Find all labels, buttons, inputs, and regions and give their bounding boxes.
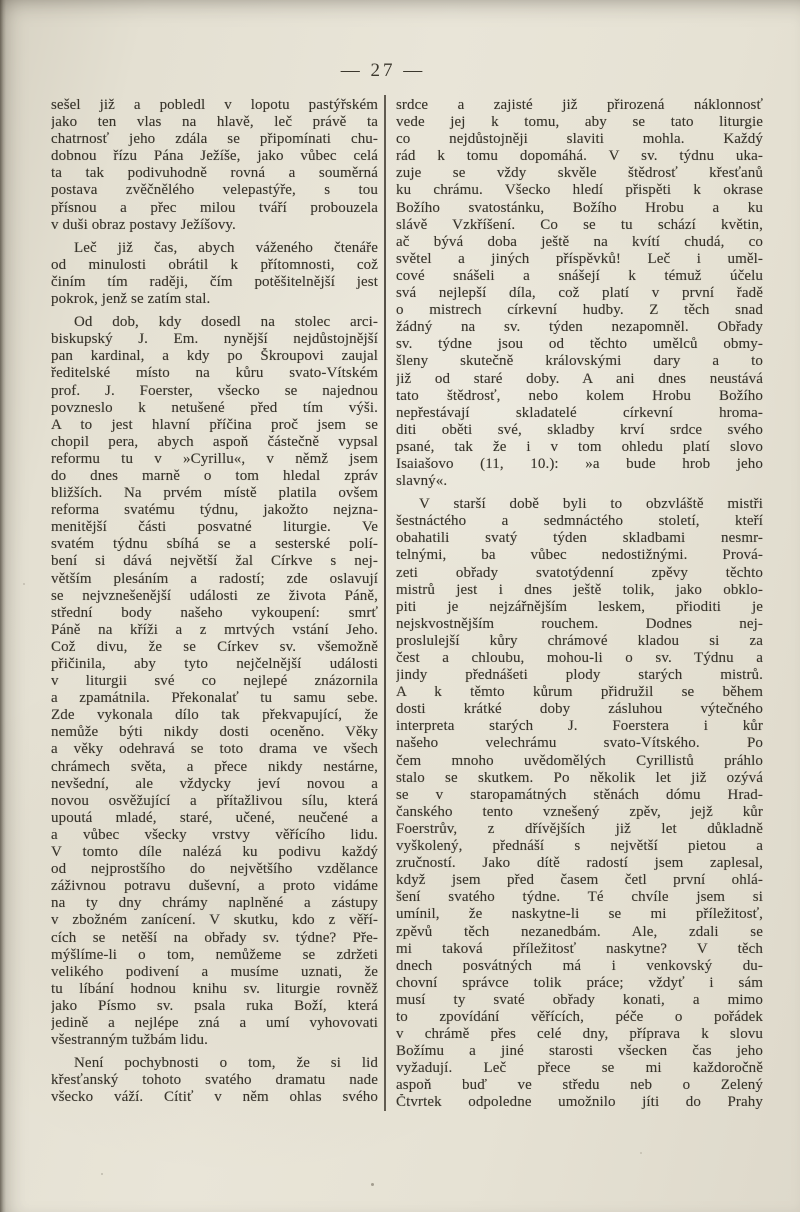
text-line: šení svatého týdne. Té chvíle jsem si (396, 889, 763, 906)
text-line: aspoň buď ve středu neb o Zelený (396, 1077, 763, 1094)
text-line: vede jej k tomu, aby se tato liturgie (396, 114, 763, 131)
text-line: novou osvěžující a přítažlivou sílu, která (51, 792, 378, 809)
text-line: jindy přednášeti plody starých mistrů. (396, 667, 763, 684)
paragraph (51, 1055, 378, 1106)
text-line: zeti obřady svatotýdenní zpěvy těchto (396, 564, 763, 581)
text-line: sv. týdne jsou od těchto umělců obmy- (396, 336, 763, 353)
text-line: Božímu a jiné starosti všecken čas jeho (396, 1043, 763, 1060)
text-line: rád k tomu dopomáhá. V sv. týdnu uka- (396, 148, 763, 165)
text-line: pan kardinal, a kdy po Škroupovi zaujal (51, 348, 378, 365)
text-line: zpěvů těch nezanedbám. Ale, zdali se (396, 923, 763, 940)
text-line: bližších. Na prvém místě platila ovšem (51, 485, 378, 502)
text-line: pokrok, jenž se zatím stal. (51, 291, 211, 308)
text-line: přičinila, aby tyto nejčelnější události (51, 656, 378, 672)
text-line: povzneslo k netušené před tím výši. (51, 399, 378, 416)
text-line: prof. J. Foerster, všecko se najednou (51, 382, 378, 399)
text-line: zručností. Jako dítě radostí jsem zaplesal, (396, 855, 763, 872)
text-line: interpreta starých J. Foerstera i kůr (396, 718, 763, 735)
text-line: tato štědrosť, nebo kolem Hrobu Božího (396, 387, 763, 404)
text-line: našeho velechrámu svato-Vítského. Po (396, 735, 763, 752)
text-line: dnech posvátných má i venkovský du- (396, 957, 763, 974)
text-line: nevšední, ale vždycky jeví novou a (51, 775, 378, 792)
text-line: postava zvěčnělého velepastýře, s tou (51, 182, 378, 199)
text-line: všecko váží. Cítiť v něm ohlas svého (51, 1089, 378, 1106)
text-line: srdce a zajisté již přirozená náklonnosť (396, 97, 763, 113)
text-line: od nejprostšího do největšího vzdělance (51, 861, 378, 878)
text-line: nemůže býti nikdy dosti oceněno. Věky (51, 724, 378, 741)
text-line: na ty dny chrámy naplněné a zástupy (51, 895, 378, 912)
text-line: slavný«. (396, 473, 448, 490)
text-line: piti je nejzářnějším leskem, přioditi je (396, 598, 763, 615)
text-line: větším plesáním a radostí; zde oslavují (51, 570, 378, 587)
text-line: telnými, ba vůbec nedostižnými. Prová- (396, 547, 763, 564)
text-line: chovní správce tolik práce; vždyť i sám (396, 974, 763, 991)
text-line: záživnou potravu duševní, a proto vidáme (51, 878, 378, 895)
text-line: upoutá mladé, staré, učené, neučené a (51, 809, 378, 826)
text-line: v liturgii své co nejlepé znázornila (51, 673, 378, 690)
text-line: střední body našeho vykoupení: smrť (51, 604, 378, 621)
text-line: mistrů jest i dnes ještě tolik, jako obklo- (396, 581, 763, 598)
text-line: A to jest hlavní příčina proč jsem se (51, 416, 378, 433)
text-line: a zpamátnila. Překonalať tu samu sebe. (51, 690, 378, 707)
text-line: ku chrámu. Všecko hledí přispěti k okrase (396, 182, 763, 199)
text-line: A k těmto kůrum přidružil se během (396, 684, 763, 701)
text-line: a vůbec všecky vrstvy věřícího lidu. (51, 826, 378, 843)
text-line: proslulejší kůry chrámové kladou si za (396, 632, 763, 649)
scan-speck (23, 583, 25, 585)
text-line: biskupský J. Em. nynější nejdůstojnější (51, 331, 378, 348)
text-line: vyžadují. Leč přece se mi každoročně (396, 1060, 763, 1077)
text-line: svatém týdnu sbíhá se a sesterské polí- (51, 536, 378, 553)
text-line: Páně na kříži a z mrtvých vstání Jeho. (51, 621, 378, 638)
text-line: v zbožném zanícení. V skutku, kdo z věří- (51, 912, 378, 929)
text-line: dobnou řízu Pána Ježíše, jako vůbec celá (51, 148, 378, 165)
text-line: reformu tu v »Cyrillu«, v němž jsem (51, 450, 378, 467)
text-line: se v staropamátných stěnách dómu Hrad- (396, 786, 763, 803)
text-line: jedině a nejlépe zná a umí vyhovovati (51, 1014, 378, 1031)
text-line: Leč již čas, abych váženého čtenáře (74, 239, 378, 256)
text-line: Od dob, kdy dosedl na stolec arci- (74, 314, 378, 331)
text-line: sešel již a pobledl v lopotu pastýřském (51, 97, 378, 113)
paragraph (396, 97, 763, 490)
text-line: ta tak podivuhodně rovná a souměrná (51, 165, 378, 182)
scan-speck (101, 1173, 103, 1175)
scan-speck (640, 1152, 642, 1154)
text-line: jako Písmo sv. psala ruka Boží, která (51, 997, 378, 1014)
text-line: Zde vykonala dílo tak překvapující, že (51, 707, 378, 724)
text-line: mi taková příležitosť naskytne? V těch (396, 940, 763, 957)
text-line: Což divu, že se Církev sv. všemožně (51, 638, 378, 655)
text-line: cové snášeli a snášejí k témuž účelu (396, 267, 763, 284)
text-line: v duši obraz postavy Ježíšovy. (51, 216, 236, 233)
scan-speck (371, 1183, 374, 1186)
text-line: činím tím raději, čím potěšitelnější jest (51, 273, 378, 290)
text-line: chatrnosť jeho zdála se připomínati chu- (51, 131, 378, 148)
text-line: chopil pera, abych aspoň částečně vypsal (51, 433, 378, 450)
text-line: tu líbání hodnou knihu sv. liturgie rovněž (51, 980, 378, 997)
text-line: umínil, že naskytne-li se mi příležitosť, (396, 906, 763, 923)
text-line: nepřestávají skladatelé církevní hroma- (396, 404, 763, 421)
text-line: ředitelské místo na kůru svato-Vítském (51, 365, 378, 382)
text-line: přísnou a přec milou tváří probouzela (51, 199, 378, 216)
text-line: menitější části posvatné liturgie. Ve (51, 519, 378, 536)
text-line: Foerstrův, z dřívějších již let důkladně (396, 820, 763, 837)
text-line: svá nejlepší díla, což platí v první řadě (396, 285, 763, 302)
page-number: — 27 — (340, 60, 426, 81)
paragraph (51, 240, 378, 308)
scan-edge-shadow (0, 0, 6, 1212)
text-line: světel a jiných příspěvků! Leč i uměl- (396, 250, 763, 267)
text-line: to zpovídání věřících, péče o pořádek (396, 1008, 763, 1025)
text-line: obahatili svatý týden skladbami nesmr- (396, 530, 763, 547)
text-line: cích se netěší na obřady sv. týdne? Pře- (51, 929, 378, 946)
text-line: stalo se skutkem. Po několik let již ozývá (396, 769, 763, 786)
text-line: šestnáctého a sedmnáctého století, kteří (396, 513, 763, 530)
text-line: již od staré doby. A ani dnes neustává (396, 370, 763, 387)
text-line: V tomto díle nalézá ku podivu každý (51, 844, 378, 861)
text-line: šleny skutečně královskými dary a to (396, 353, 763, 370)
text-line: o mistrech církevní hudby. Z těch snad (396, 302, 763, 319)
text-line: slávě Vzkříšení. Co se tu schází květin, (396, 216, 763, 233)
text-line: čest a chloubu, mohou-li o sv. Týdnu a (396, 650, 763, 666)
paragraph (51, 314, 378, 1049)
text-line: Božího svatostánku, Božího Hrobu a ku (396, 199, 763, 216)
text-line: křesťanský tohoto svatého dramatu nade (51, 1072, 378, 1089)
text-line: do dnes marně o tom hledal zpráv (51, 467, 378, 484)
text-line: čem mnoho uvědomělých Cyrillistů práhlo (396, 752, 763, 769)
text-line: v chrámě přes celé dny, příprava k slovu (396, 1026, 763, 1043)
text-line: chrámech světa, a přece nikdy nestárne, (51, 758, 378, 775)
text-line: bení si dává největší žal Církve s nej- (51, 553, 378, 570)
text-line: musí ty svaté obřady konati, a mimo (396, 991, 763, 1008)
text-line: dosti krátké doby zásluhou výtečného (396, 701, 763, 718)
text-line: Čtvrtek odpoledne umožnilo jíti do Prahy (396, 1094, 763, 1111)
text-line: Není pochybnosti o tom, že si lid (74, 1055, 378, 1072)
text-line: diti oběti své, skladby krví srdce svého (396, 421, 763, 438)
text-line: zuje se vždy skvěle štědrosť křesťanů (396, 165, 763, 182)
text-line: když jsem před časem četl první ohlá- (396, 872, 763, 889)
text-line: velikého podivení a musíme uznati, že (51, 963, 378, 980)
left-text-column (51, 97, 378, 1106)
paragraph (51, 97, 378, 234)
text-line: ač bývá doba ještě na kvítí chudá, co (396, 233, 763, 250)
right-text-column (396, 97, 763, 1112)
text-line: co nejdůstojněji slaviti mohla. Každý (396, 131, 763, 148)
text-line: všestranným tužbám lidu. (51, 1032, 208, 1049)
text-line: psané, tak že i v tom ohledu platí slovo (396, 438, 763, 455)
text-line: Isaiašovo (11, 10.): »a bude hrob jeho (396, 455, 763, 472)
text-line: reforma svatému týdnu, jakožto nejzna- (51, 502, 378, 519)
column-divider-rule (384, 95, 386, 1111)
text-line: a věky odehravá se toto drama ve všech (51, 741, 378, 758)
text-line: nejskvostnějším rouchem. Dodnes nej- (396, 615, 763, 632)
text-line: mýšlíme-li o tom, nemůžeme se zdržeti (51, 946, 378, 963)
text-line: žádný na sv. týden nezapomněl. Obřady (396, 319, 763, 336)
text-line: vyškolený, přednáší s největší pietou a (396, 838, 763, 855)
text-line: čanského tento vznešený zpěv, jejž kůr (396, 803, 763, 820)
text-line: od minulosti obrátil k přítomnosti, což (51, 256, 378, 273)
text-line: se nejvznešenější události ze života Páně, (51, 587, 378, 604)
text-line: jako ten vlas na hlavě, leč právě ta (51, 114, 378, 131)
text-line: V starší době byli to obzvláště mistři (419, 496, 763, 513)
paragraph (396, 496, 763, 1111)
